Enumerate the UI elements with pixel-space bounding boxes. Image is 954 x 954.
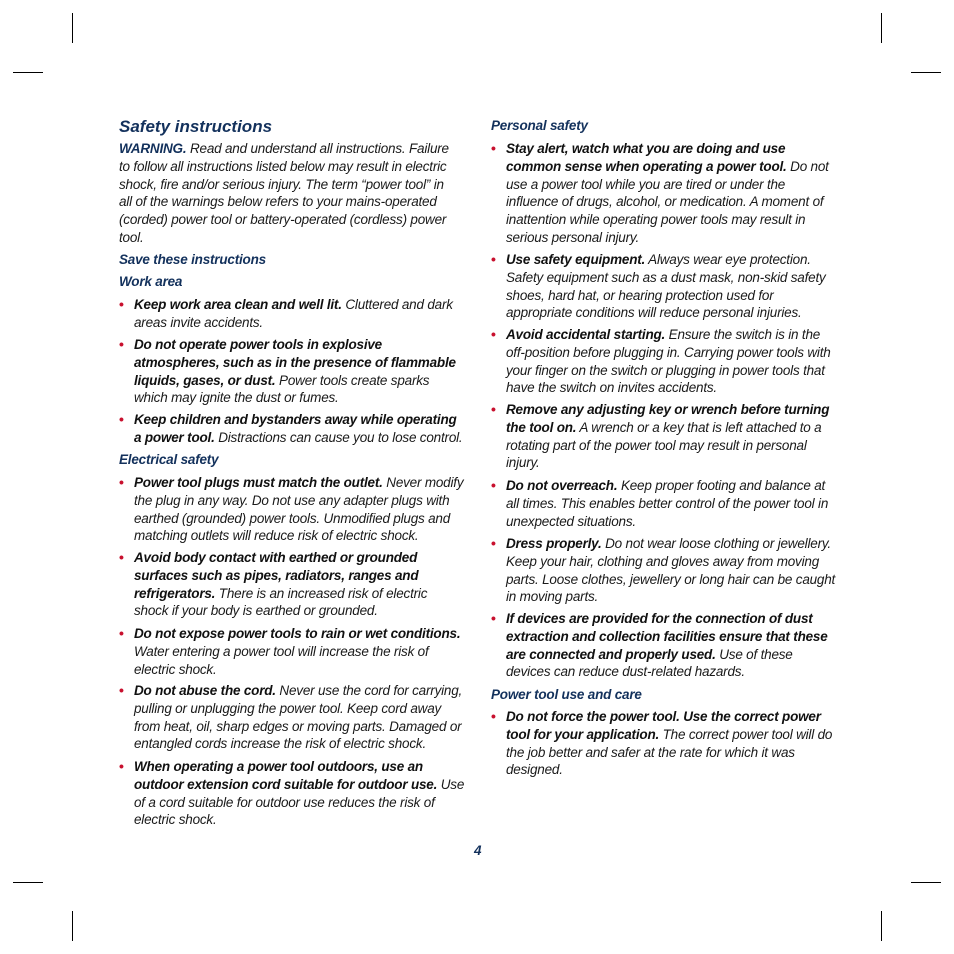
bullet-icon: • <box>119 549 124 565</box>
list-item: • When operating a power tool outdoors, use an outdoor extension cord suitable for outdoor use. Use of a cord suitable for outdoor use reduces the risk of electric shock. <box>119 758 465 828</box>
bullet-icon: • <box>119 758 124 774</box>
list-item: • Keep children and bystanders away while operating a power tool. Distractions can cause you to lose control. <box>119 411 463 445</box>
bullet-icon: • <box>491 708 496 724</box>
page-number: 4 <box>474 843 482 858</box>
work-area-heading: Work area <box>119 274 183 289</box>
crop-mark <box>881 911 882 941</box>
crop-mark <box>911 882 941 883</box>
bullet-icon: • <box>491 140 496 156</box>
list-item: • Stay alert, watch what you are doing and use common sense when operating a power tool. Do not use a power tool while you are tired or under the influence of drugs, alcohol, or medication. A moment of inattention while operating power tools may result in serious personal injury. <box>491 140 829 245</box>
crop-mark <box>72 13 73 43</box>
crop-mark <box>13 72 43 73</box>
warning-label: WARNING. <box>119 141 187 156</box>
intro-paragraph <box>119 140 459 247</box>
list-item: • Remove any adjusting key or wrench before turning the tool on. A wrench or a key that is left attached to a rotating part of the power tool may result in personal injury. <box>491 401 830 471</box>
bullet-icon: • <box>491 477 496 493</box>
bullet-icon: • <box>491 326 496 342</box>
page-title: Safety instructions <box>119 117 273 136</box>
list-item: • Avoid body contact with earthed or grounded surfaces such as pipes, radiators, ranges and refrigerators. There is an increased risk of electric shock if your body is earthed or grounded. <box>119 549 428 619</box>
save-instructions-heading: Save these instructions <box>119 252 266 267</box>
list-item: • Dress properly. Do not wear loose clothing or jewellery. Keep your hair, clothing and gloves away from moving parts. Loose clothes, jewellery or long hair can be caught in moving parts. <box>491 535 836 605</box>
intro-text: Read and understand all instructions. Failure to follow all instructions listed below may result in electric shock, fire and/or serious injury. The term “power tool” in all of the warnings below refers to your mains-operated (corded) power tool or battery-operated (cordless) power tool. <box>119 141 449 245</box>
personal-safety-heading: Personal safety <box>491 118 588 133</box>
bullet-icon: • <box>119 411 124 427</box>
bullet-icon: • <box>491 251 496 267</box>
power-tool-use-heading: Power tool use and care <box>491 687 642 702</box>
crop-mark <box>881 13 882 43</box>
list-item: • If devices are provided for the connection of dust extraction and collection facilities ensure that these are connected and properly used. Use of these devices can reduce dust-related hazards. <box>491 610 828 680</box>
crop-mark <box>911 72 941 73</box>
bullet-icon: • <box>491 401 496 417</box>
bullet-icon: • <box>119 682 124 698</box>
list-item: • Do not expose power tools to rain or wet conditions. Water entering a power tool will increase the risk of electric shock. <box>119 625 461 677</box>
list-item: • Power tool plugs must match the outlet. Never modify the plug in any way. Do not use any adapter plugs with earthed (grounded) power tools. Unmodified plugs and matching outlets will reduce risk of electric shock. <box>119 474 464 544</box>
bullet-icon: • <box>491 535 496 551</box>
crop-mark <box>72 911 73 941</box>
crop-mark <box>13 882 43 883</box>
list-item: • Do not abuse the cord. Never use the cord for carrying, pulling or unplugging the power tool. Keep cord away from heat, oil, sharp edges or moving parts. Damaged or entangled cords increase the risk of electric shock. <box>119 682 463 752</box>
bullet-icon: • <box>119 625 124 641</box>
list-item: • Avoid accidental starting. Ensure the switch is in the off-position before plugging in. Carrying power tools with your finger on the switch or plugging in power tools that have the switch on invites accidents. <box>491 326 831 396</box>
bullet-icon: • <box>119 474 124 490</box>
electrical-safety-heading: Electrical safety <box>119 452 219 467</box>
bullet-icon: • <box>119 296 124 312</box>
bullet-icon: • <box>491 610 496 626</box>
list-item: • Keep work area clean and well lit. Cluttered and dark areas invite accidents. <box>119 296 453 330</box>
list-item: • Do not overreach. Keep proper footing and balance at all times. This enables better control of the power tool in unexpected situations. <box>491 477 829 529</box>
list-item: • Use safety equipment. Always wear eye protection. Safety equipment such as a dust mask, non-skid safety shoes, hard hat, or hearing protection used for appropriate conditions will reduce personal injuries. <box>491 251 826 321</box>
list-item: • Do not operate power tools in explosive atmospheres, such as in the presence of flammable liquids, gases, or dust. Power tools create sparks which may ignite the dust or fumes. <box>119 336 456 406</box>
list-item: • Do not force the power tool. Use the correct power tool for your application. The correct power tool will do the job better and safer at the rate for which it was designed. <box>491 708 833 778</box>
bullet-icon: • <box>119 336 124 352</box>
